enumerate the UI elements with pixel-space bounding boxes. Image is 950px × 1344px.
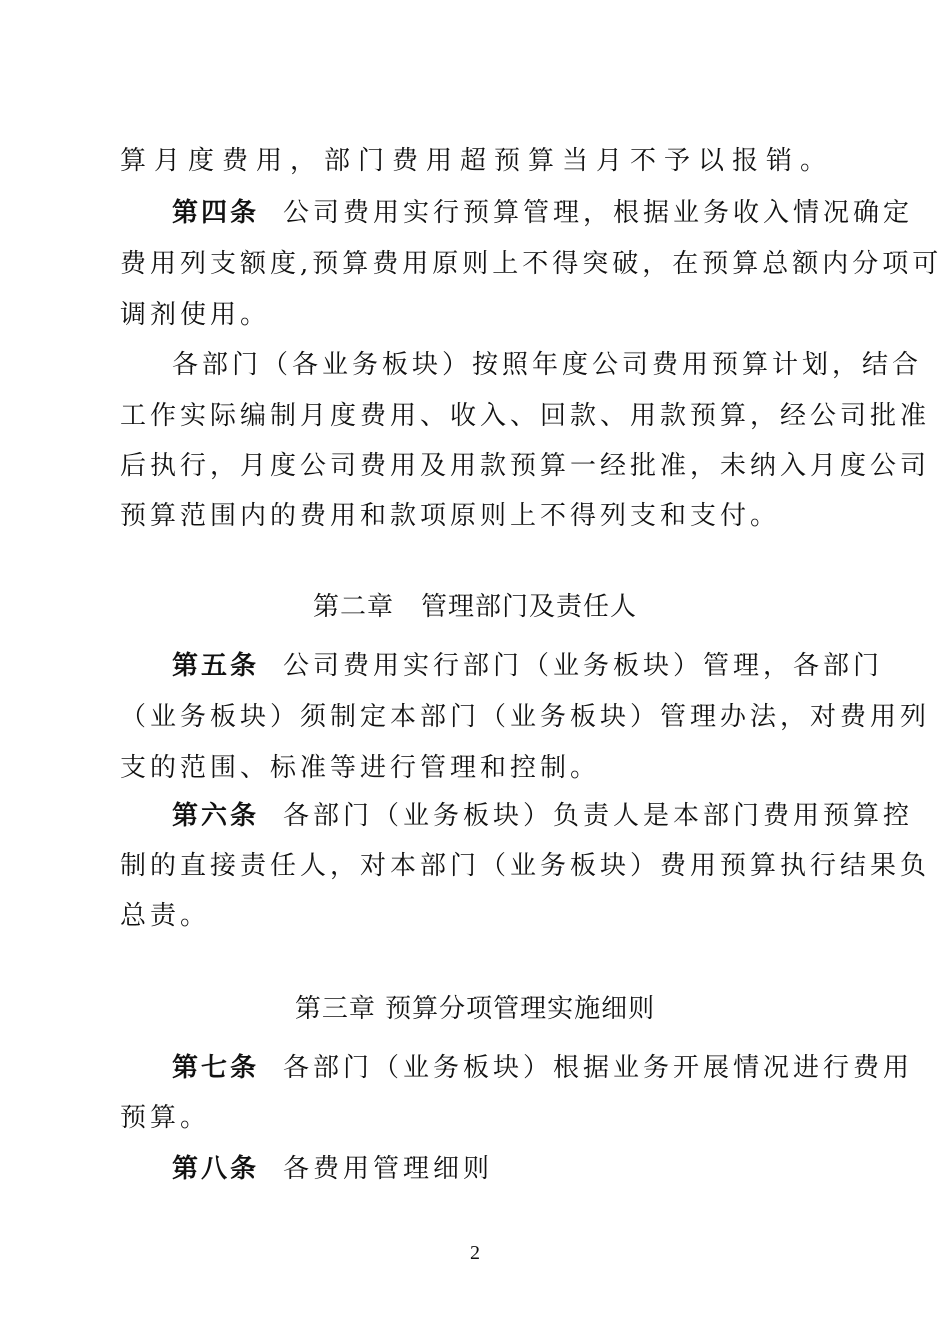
paragraph-line: 算月度费用，部门费用超预算当月不予以报销。 bbox=[120, 146, 830, 176]
article-5-text: 公司费用实行部门（业务板块）管理，各部门 bbox=[283, 651, 884, 681]
paragraph-line: 调剂使用。 bbox=[120, 300, 271, 330]
paragraph-line: 支的范围、标准等进行管理和控制。 bbox=[120, 753, 601, 783]
article-7-first-line bbox=[172, 1053, 914, 1083]
article-6-first-line bbox=[172, 801, 914, 831]
article-8-text: 各费用管理细则 bbox=[283, 1154, 494, 1184]
article-7-label: 第七条 bbox=[172, 1053, 260, 1083]
article-8-label: 第八条 bbox=[172, 1154, 260, 1184]
paragraph-line: 制的直接责任人，对本部门（业务板块）费用预算执行结果负 bbox=[120, 851, 931, 881]
article-6-label: 第六条 bbox=[172, 801, 260, 831]
article-8-line bbox=[172, 1154, 830, 1184]
paragraph-line: 各部门（各业务板块）按照年度公司费用预算计划，结合 bbox=[172, 350, 923, 380]
paragraph-line: 预算范围内的费用和款项原则上不得列支和支付。 bbox=[120, 501, 781, 531]
article-4-first-line bbox=[172, 198, 914, 228]
article-7-text: 各部门（业务板块）根据业务开展情况进行费用 bbox=[283, 1053, 914, 1083]
article-4-text: 公司费用实行预算管理，根据业务收入情况确定 bbox=[283, 198, 914, 228]
paragraph-line: 总责。 bbox=[120, 901, 211, 931]
paragraph-line: 费用列支额度,预算费用原则上不得突破，在预算总额内分项可 bbox=[120, 249, 943, 279]
paragraph-line: 预算。 bbox=[120, 1103, 211, 1133]
paragraph-line: 后执行，月度公司费用及用款预算一经批准，未纳入月度公司 bbox=[120, 451, 931, 481]
page-number: 2 bbox=[470, 1242, 480, 1264]
article-5-first-line bbox=[172, 651, 884, 681]
article-6-text: 各部门（业务板块）负责人是本部门费用预算控 bbox=[283, 801, 914, 831]
chapter-2-heading: 第二章 管理部门及责任人 bbox=[312, 592, 637, 622]
paragraph-line: （业务板块）须制定本部门（业务板块）管理办法，对费用列 bbox=[120, 702, 931, 732]
paragraph-line: 工作实际编制月度费用、收入、回款、用款预算，经公司批准 bbox=[120, 401, 931, 431]
chapter-3-heading: 第三章 预算分项管理实施细则 bbox=[294, 994, 656, 1024]
article-4-label: 第四条 bbox=[172, 198, 260, 228]
article-5-label: 第五条 bbox=[172, 651, 260, 681]
